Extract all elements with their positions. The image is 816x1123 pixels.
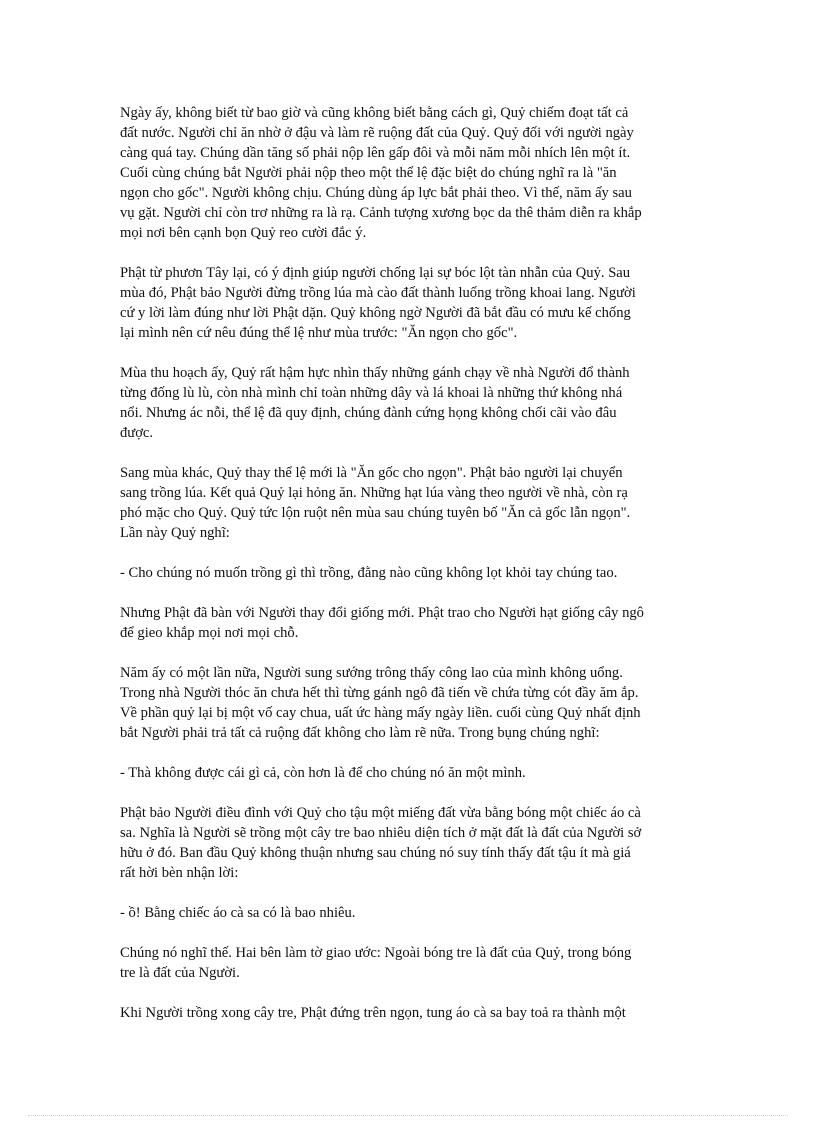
text-line: cứ y lời làm đúng như lời Phật dặn. Quỷ không ngờ Người đã bắt đầu có mưu kế chống [120,305,631,321]
text-line: lại mình nên cứ nêu đúng thể lệ như mùa trước: "Ăn ngọn cho gốc". [120,325,518,341]
text-line: từng đống lù lù, còn nhà mình chỉ toàn những dây và lá khoai là những thứ không nhá [120,385,623,401]
text-line: càng quá tay. Chúng dần tăng số phải nộp lên gấp đôi và mỗi năm mỗi nhích lên một ít. [120,145,631,161]
text-line: đất nước. Người chỉ ăn nhờ ở đậu và làm rẽ ruộng đất của Quỷ. Quỷ đối với người ngày [120,125,634,141]
text-line: Sang mùa khác, Quỷ thay thể lệ mới là "Ăn gốc cho ngọn". Phật bảo người lại chuyển [120,465,623,481]
text-line: Chúng nó nghĩ thế. Hai bên làm tờ giao ước: Ngoài bóng tre là đất của Quỷ, trong bóng [120,945,632,961]
text-line: được. [120,425,154,441]
paragraph [120,563,700,583]
text-line: bắt Người phải trả tất cả ruộng đất không cho làm rẽ nữa. Trong bụng chúng nghĩ: [120,725,600,741]
text-line: để gieo khắp mọi nơi mọi chỗ. [120,625,299,641]
paragraph [120,263,700,343]
text-line: nổi. Nhưng ác nỗi, thể lệ đã quy định, chúng đành cứng họng không chối cãi vào đâu [120,405,617,421]
text-line: Năm ấy có một lần nữa, Người sung sướng trông thấy công lao của mình không uổng. [120,665,623,681]
paragraph [120,803,700,883]
paragraph [120,1003,700,1023]
paragraph [120,663,700,743]
text-line: ngọn cho gốc". Người không chịu. Chúng dùng áp lực bắt phải theo. Vì thế, năm ấy sau [120,185,632,201]
text-line: Nhưng Phật đã bàn với Người thay đổi giống mới. Phật trao cho Người hạt giống cây ngô [120,605,644,621]
text-line: Trong nhà Người thóc ăn chưa hết thì từng gánh ngô đã tiến về chứa từng cót đầy ăm ắp. [120,685,639,701]
text-line: Ngày ấy, không biết từ bao giờ và cũng không biết bằng cách gì, Quỷ chiếm đoạt tất cả [120,105,629,121]
paragraph [120,363,700,443]
paragraph [120,603,700,643]
text-line: Cuối cùng chúng bắt Người phải nộp theo một thể lệ đặc biệt do chúng nghĩ ra là "ăn [120,165,617,181]
text-line: Khi Người trồng xong cây tre, Phật đứng trên ngọn, tung áo cà sa bay toả ra thành một [120,1005,626,1021]
text-line: sa. Nghĩa là Người sẽ trồng một cây tre bao nhiêu diện tích ở mặt đất là đất của Người sở [120,825,642,841]
text-line: phó mặc cho Quỷ. Quỷ tức lộn ruột nên mùa sau chúng tuyên bố "Ăn cả gốc lẫn ngọn". [120,505,631,521]
text-line: mọi nơi bên cạnh bọn Quỷ reo cười đắc ý. [120,225,367,241]
text-line: Phật bảo Người điều đình với Quỷ cho tậu một miếng đất vừa bằng bóng một chiếc áo cà [120,805,641,821]
text-line: rất hời bèn nhận lời: [120,865,239,881]
text-line: hữu ở đó. Ban đầu Quỷ không thuận nhưng sau chúng nó suy tính thấy đất tậu ít mà giá [120,845,631,861]
page-bottom-divider [28,1115,788,1116]
text-line: Về phần quỷ lại bị một vố cay chua, uất ức hàng mấy ngày liền. cuối cùng Quỷ nhất định [120,705,641,721]
document-body [120,103,700,1043]
text-line: Lần này Quỷ nghĩ: [120,525,230,541]
text-line: mùa đó, Phật bảo Người đừng trồng lúa mà cào đất thành luống trồng khoai lang. Người [120,285,636,301]
text-line: tre là đất của Người. [120,965,240,981]
text-line: vụ gặt. Người chỉ còn trơ những ra là rạ. Cảnh tượng xương bọc da thê thảm diễn ra khắp [120,205,642,221]
paragraph [120,103,700,243]
paragraph [120,943,700,983]
text-line: - Thà không được cái gì cả, còn hơn là để cho chúng nó ăn một mình. [120,765,526,781]
paragraph [120,903,700,923]
text-line: - Cho chúng nó muốn trồng gì thì trồng, đằng nào cũng không lọt khỏi tay chúng tao. [120,565,618,581]
text-line: Phật từ phươn Tây lại, có ý định giúp người chống lại sự bóc lột tàn nhẫn của Quỷ. Sau [120,265,631,281]
paragraph [120,763,700,783]
text-line: - ồ! Bằng chiếc áo cà sa có là bao nhiêu. [120,905,356,921]
paragraph [120,463,700,543]
text-line: Mùa thu hoạch ấy, Quỷ rất hậm hực nhìn thấy những gánh chạy về nhà Người đổ thành [120,365,630,381]
text-line: sang trồng lúa. Kết quả Quỷ lại hỏng ăn. Những hạt lúa vàng theo người về nhà, còn rạ [120,485,628,501]
